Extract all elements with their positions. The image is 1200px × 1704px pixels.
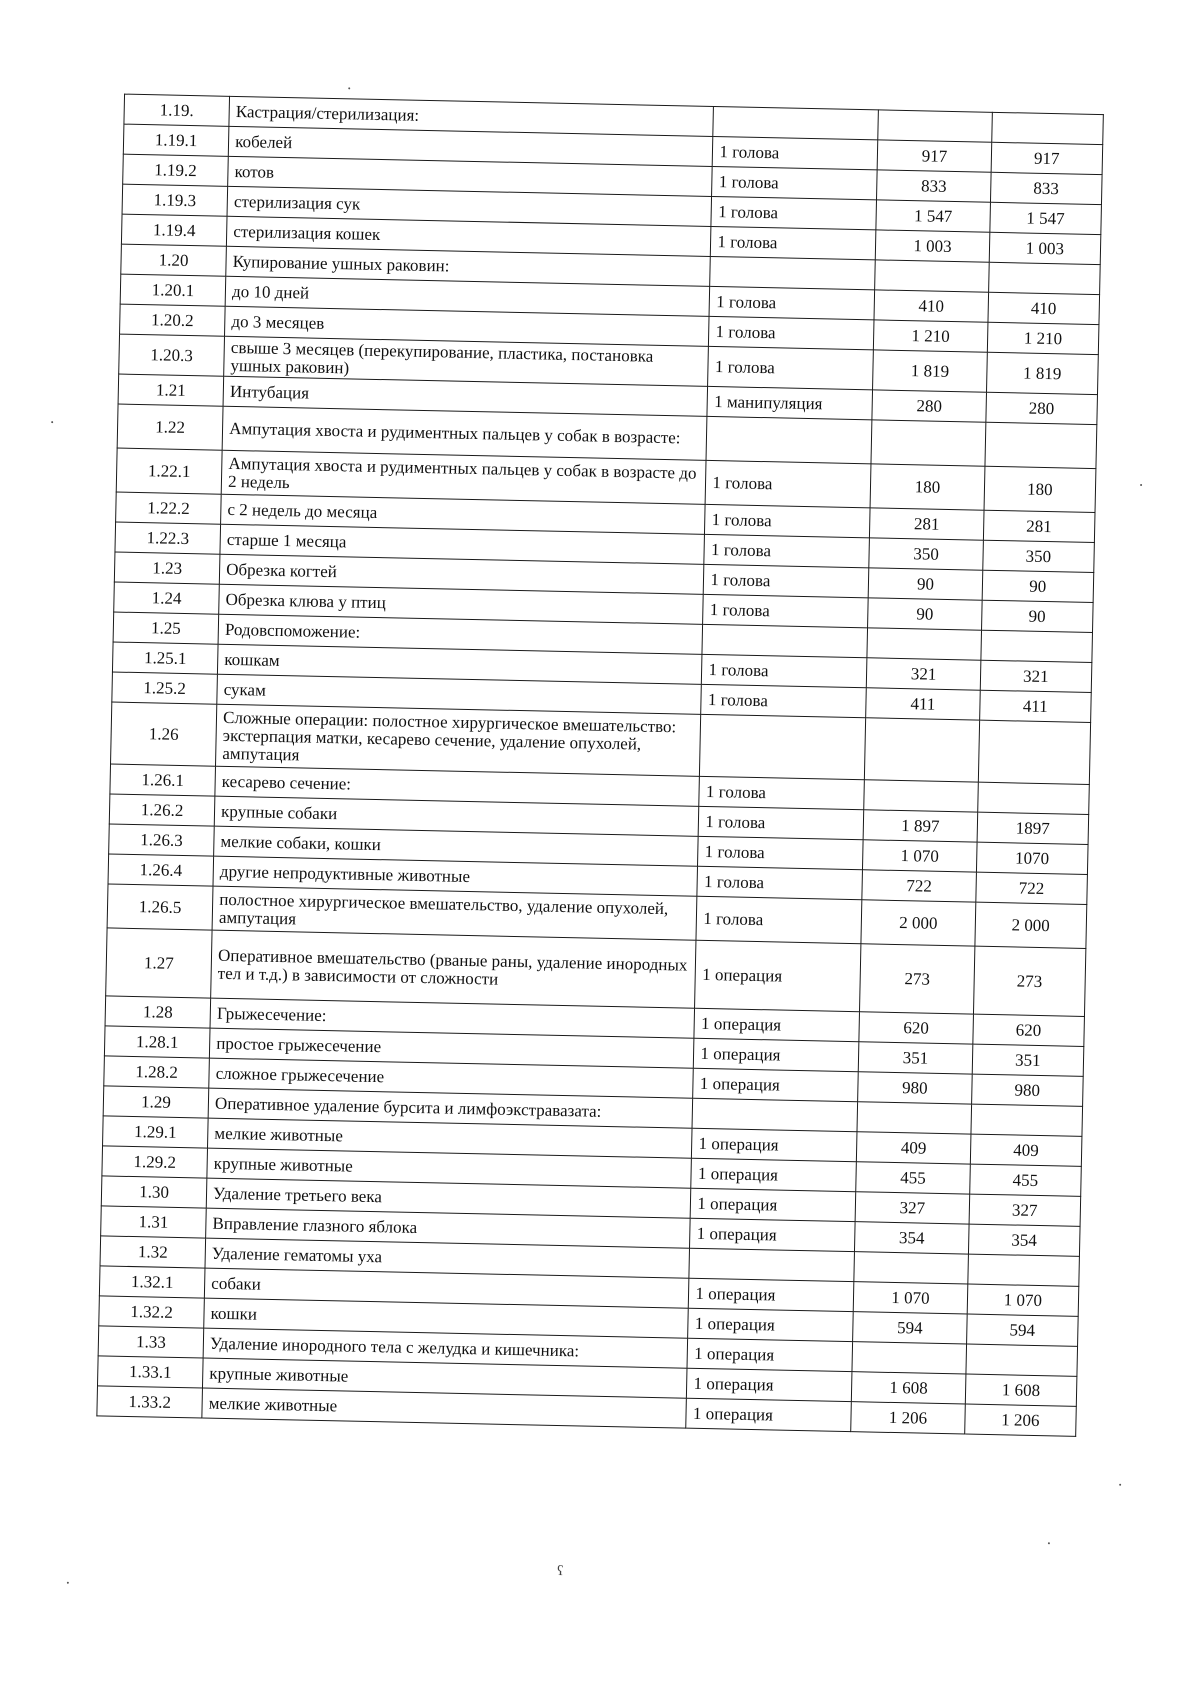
item-number: 1.30 xyxy=(101,1176,207,1208)
service-name: крупные животные xyxy=(207,1148,692,1188)
price-with-vat-cell: 409 xyxy=(970,1134,1082,1166)
price-cell: 1 003 xyxy=(876,230,990,262)
service-name: Грыжесечение: xyxy=(210,998,695,1038)
service-name: котов xyxy=(228,156,713,196)
item-number: 1.26.3 xyxy=(109,824,215,856)
unit-of-measure: 1 операция xyxy=(691,1188,856,1221)
price-cell: 722 xyxy=(862,870,976,902)
service-name: мелкие животные xyxy=(202,1388,687,1428)
price-with-vat-cell: 594 xyxy=(966,1314,1078,1346)
item-number: 1.23 xyxy=(114,552,220,584)
service-name: Ампутация хвоста и рудиментных пальцев у собак в возрасте до 2 недель xyxy=(221,450,706,504)
price-cell: 327 xyxy=(855,1192,969,1224)
service-name: Обрезка клюва у птиц xyxy=(219,584,704,624)
price-with-vat-cell: 411 xyxy=(979,690,1091,722)
price-with-vat-cell: 350 xyxy=(982,540,1094,572)
price-cell xyxy=(864,780,978,812)
service-name: сложное грыжесечение xyxy=(209,1058,694,1098)
service-name: крупные собаки xyxy=(214,796,699,836)
price-with-vat-cell: 410 xyxy=(988,292,1100,324)
service-name: Родовспоможение: xyxy=(218,614,703,654)
unit-of-measure: 1 операция xyxy=(694,1008,859,1041)
service-name: полостное хирургическое вмешательство, удаление опухолей, ампутация xyxy=(212,886,697,940)
item-number: 1.20.1 xyxy=(120,274,226,306)
price-cell: 594 xyxy=(853,1312,967,1344)
price-with-vat-cell xyxy=(981,630,1093,662)
price-cell: 1 070 xyxy=(854,1282,968,1314)
price-with-vat-cell xyxy=(985,422,1097,468)
unit-of-measure xyxy=(706,416,872,463)
item-number: 1.29 xyxy=(103,1086,209,1118)
service-name: крупные животные xyxy=(203,1358,688,1398)
price-cell: 410 xyxy=(874,290,988,322)
price-with-vat-cell: 833 xyxy=(990,172,1102,204)
unit-of-measure: 1 голова xyxy=(699,806,864,839)
item-number: 1.27 xyxy=(106,928,213,998)
item-number: 1.33 xyxy=(98,1326,204,1358)
price-with-vat-cell: 1 003 xyxy=(989,232,1101,264)
price-cell: 350 xyxy=(869,538,983,570)
price-cell: 980 xyxy=(858,1072,972,1104)
item-number: 1.28 xyxy=(105,996,211,1028)
price-with-vat-cell xyxy=(977,782,1089,814)
price-with-vat-cell: 180 xyxy=(984,466,1096,512)
unit-of-measure: 1 голова xyxy=(703,594,868,627)
service-name: старше 1 месяца xyxy=(220,524,705,564)
service-name: стерилизация кошек xyxy=(227,216,712,256)
item-number: 1.19.2 xyxy=(123,154,229,186)
scan-speck xyxy=(1048,1542,1050,1544)
item-number: 1.28.2 xyxy=(104,1056,210,1088)
unit-of-measure xyxy=(692,1098,857,1131)
item-number: 1.29.2 xyxy=(102,1146,208,1178)
unit-of-measure: 1 голова xyxy=(711,196,876,229)
service-name: простое грыжесечение xyxy=(209,1028,694,1068)
service-name: мелкие собаки, кошки xyxy=(214,826,699,866)
price-table-body xyxy=(97,94,1103,1436)
unit-of-measure xyxy=(713,106,878,139)
unit-of-measure: 1 голова xyxy=(698,836,863,869)
unit-of-measure: 1 голова xyxy=(699,776,864,809)
service-name: мелкие животные xyxy=(208,1118,693,1158)
unit-of-measure: 1 голова xyxy=(713,136,878,169)
page-mark: ʕ xyxy=(557,1564,564,1580)
price-with-vat-cell: 321 xyxy=(980,660,1092,692)
price-with-vat-cell: 327 xyxy=(969,1194,1081,1226)
item-number: 1.20 xyxy=(121,244,227,276)
unit-of-measure: 1 голова xyxy=(704,564,869,597)
service-name: Купирование ушных раковин: xyxy=(226,246,711,286)
unit-of-measure: 1 голова xyxy=(712,166,877,199)
service-name: Оперативное удаление бурсита и лимфоэкстравазата: xyxy=(208,1088,693,1128)
service-name: Кастрация/стерилизация: xyxy=(229,96,714,136)
price-cell: 1 210 xyxy=(874,320,988,352)
unit-of-measure: 1 голова xyxy=(711,226,876,259)
item-number: 1.22 xyxy=(117,404,223,450)
price-with-vat-cell xyxy=(978,720,1091,784)
service-name: кошкам xyxy=(218,644,703,684)
price-with-vat-cell: 90 xyxy=(981,600,1093,632)
service-name: свыше 3 месяцев (перекупирование, пластика, постановка ушных раковин) xyxy=(224,336,709,386)
price-with-vat-cell: 1 210 xyxy=(987,322,1099,354)
price-with-vat-cell: 620 xyxy=(973,1014,1085,1046)
unit-of-measure xyxy=(710,256,875,289)
price-cell xyxy=(854,1252,968,1284)
price-with-vat-cell: 455 xyxy=(969,1164,1081,1196)
unit-of-measure xyxy=(702,624,867,657)
price-cell: 180 xyxy=(870,464,984,510)
unit-of-measure: 1 операция xyxy=(691,1158,856,1191)
price-with-vat-cell: 280 xyxy=(986,392,1098,424)
price-cell: 620 xyxy=(859,1012,973,1044)
price-with-vat-cell: 1 070 xyxy=(967,1284,1079,1316)
price-with-vat-cell: 1 206 xyxy=(964,1404,1076,1436)
unit-of-measure: 1 голова xyxy=(697,866,862,899)
unit-of-measure: 1 манипуляция xyxy=(707,386,872,419)
price-cell: 280 xyxy=(872,390,986,422)
price-cell xyxy=(867,628,981,660)
item-number: 1.19. xyxy=(124,94,230,126)
scan-speck xyxy=(348,87,350,89)
service-name: с 2 недель до месяца xyxy=(221,494,706,534)
item-number: 1.22.3 xyxy=(115,522,221,554)
item-number: 1.26.4 xyxy=(108,854,214,886)
unit-of-measure xyxy=(689,1248,854,1281)
unit-of-measure: 1 голова xyxy=(706,460,872,507)
price-cell: 354 xyxy=(855,1222,969,1254)
scan-speck xyxy=(1140,484,1142,486)
price-cell: 1 608 xyxy=(852,1372,966,1404)
item-number: 1.26.5 xyxy=(107,884,213,930)
price-cell: 917 xyxy=(877,140,991,172)
unit-of-measure: 1 голова xyxy=(709,286,874,319)
service-name: Оперативное вмешательство (рваные раны, удаление инородных тел и т.д.) в зависимости от сложности xyxy=(211,930,697,1008)
service-name: до 10 дней xyxy=(225,276,710,316)
price-cell xyxy=(878,110,992,142)
item-number: 1.32.1 xyxy=(99,1266,205,1298)
unit-of-measure: 1 операция xyxy=(694,1038,859,1071)
price-with-vat-cell: 351 xyxy=(972,1044,1084,1076)
price-with-vat-cell xyxy=(988,262,1100,294)
price-cell: 411 xyxy=(866,688,980,720)
item-number: 1.20.2 xyxy=(120,304,226,336)
price-with-vat-cell: 1897 xyxy=(977,812,1089,844)
price-with-vat-cell: 2 000 xyxy=(975,902,1087,948)
price-cell: 321 xyxy=(867,658,981,690)
unit-of-measure: 1 голова xyxy=(709,316,874,349)
service-name: Вправление глазного яблока xyxy=(206,1208,691,1248)
service-name: Удаление третьего века xyxy=(206,1178,691,1218)
unit-of-measure xyxy=(700,714,866,779)
price-table xyxy=(96,94,1103,1437)
price-with-vat-cell: 917 xyxy=(991,142,1103,174)
price-cell: 351 xyxy=(859,1042,973,1074)
unit-of-measure: 1 операция xyxy=(695,940,861,1011)
unit-of-measure: 1 операция xyxy=(692,1128,857,1161)
service-name: Ампутация хвоста и рудиментных пальцев у собак в возрасте: xyxy=(222,406,707,460)
item-number: 1.25.1 xyxy=(112,642,218,674)
price-cell xyxy=(852,1342,966,1374)
item-number: 1.20.3 xyxy=(119,334,225,376)
price-with-vat-cell xyxy=(991,112,1103,144)
unit-of-measure: 1 голова xyxy=(708,346,874,389)
price-cell: 1 547 xyxy=(876,200,990,232)
item-number: 1.33.2 xyxy=(97,1386,203,1418)
scan-speck xyxy=(67,1582,69,1584)
price-cell: 833 xyxy=(877,170,991,202)
price-cell: 1 206 xyxy=(851,1402,965,1434)
item-number: 1.28.1 xyxy=(104,1026,210,1058)
price-with-vat-cell xyxy=(967,1254,1079,1286)
service-name: Интубация xyxy=(223,376,708,416)
item-number: 1.22.1 xyxy=(116,448,222,494)
price-cell: 90 xyxy=(868,598,982,630)
price-with-vat-cell: 281 xyxy=(983,510,1095,542)
item-number: 1.19.4 xyxy=(121,214,227,246)
price-cell: 2 000 xyxy=(861,900,975,946)
price-cell: 273 xyxy=(860,944,975,1014)
scan-speck xyxy=(1119,1484,1121,1486)
price-cell xyxy=(875,260,989,292)
unit-of-measure: 1 операция xyxy=(693,1068,858,1101)
unit-of-measure: 1 голова xyxy=(701,684,866,717)
unit-of-measure: 1 операция xyxy=(686,1398,851,1431)
unit-of-measure: 1 операция xyxy=(689,1278,854,1311)
item-number: 1.31 xyxy=(101,1206,207,1238)
scan-speck xyxy=(51,421,53,423)
price-with-vat-cell: 722 xyxy=(975,872,1087,904)
service-name: кошки xyxy=(204,1298,689,1338)
item-number: 1.19.3 xyxy=(122,184,228,216)
price-cell: 409 xyxy=(857,1132,971,1164)
service-name: Сложные операции: полостное хирургическое вмешательство: экстерпация матки, кесарево сечение, удаление опухолей, ампутация xyxy=(216,704,702,776)
price-cell: 1 819 xyxy=(873,350,987,392)
service-name: кобелей xyxy=(228,126,713,166)
item-number: 1.29.1 xyxy=(103,1116,209,1148)
service-name: Удаление инородного тела с желудка и кишечника: xyxy=(203,1328,688,1368)
item-number: 1.25 xyxy=(113,612,219,644)
price-with-vat-cell: 354 xyxy=(968,1224,1080,1256)
unit-of-measure: 1 операция xyxy=(687,1338,852,1371)
price-with-vat-cell: 1 819 xyxy=(986,352,1098,394)
item-number: 1.25.2 xyxy=(112,672,218,704)
price-cell: 455 xyxy=(856,1162,970,1194)
price-cell xyxy=(871,420,985,466)
item-number: 1.26 xyxy=(111,702,217,766)
price-cell: 1 897 xyxy=(863,810,977,842)
item-number: 1.21 xyxy=(118,374,224,406)
service-name: Обрезка когтей xyxy=(219,554,704,594)
unit-of-measure: 1 голова xyxy=(696,896,862,943)
item-number: 1.26.2 xyxy=(109,794,215,826)
price-with-vat-cell: 273 xyxy=(973,946,1086,1016)
price-cell xyxy=(857,1102,971,1134)
price-with-vat-cell: 1070 xyxy=(976,842,1088,874)
item-number: 1.32 xyxy=(100,1236,206,1268)
price-with-vat-cell xyxy=(971,1104,1083,1136)
service-name: стерилизация сук xyxy=(227,186,712,226)
service-name: собаки xyxy=(204,1268,689,1308)
item-number: 1.24 xyxy=(114,582,220,614)
service-name: кесарево сечение: xyxy=(215,766,700,806)
price-cell: 1 070 xyxy=(863,840,977,872)
price-with-vat-cell xyxy=(966,1344,1078,1376)
unit-of-measure: 1 голова xyxy=(705,504,870,537)
price-cell: 281 xyxy=(870,508,984,540)
unit-of-measure: 1 голова xyxy=(702,654,867,687)
item-number: 1.26.1 xyxy=(110,764,216,796)
unit-of-measure: 1 операция xyxy=(687,1368,852,1401)
unit-of-measure: 1 операция xyxy=(690,1218,855,1251)
item-number: 1.33.1 xyxy=(97,1356,203,1388)
unit-of-measure: 1 операция xyxy=(688,1308,853,1341)
service-name: другие непродуктивные животные xyxy=(213,856,698,896)
unit-of-measure: 1 голова xyxy=(704,534,869,567)
price-with-vat-cell: 1 608 xyxy=(965,1374,1077,1406)
service-name: сукам xyxy=(217,674,702,714)
price-cell xyxy=(865,718,980,782)
service-name: Удаление гематомы уха xyxy=(205,1238,690,1278)
item-number: 1.32.2 xyxy=(99,1296,205,1328)
service-name: до 3 месяцев xyxy=(225,306,710,346)
item-number: 1.22.2 xyxy=(116,492,222,524)
price-with-vat-cell: 980 xyxy=(971,1074,1083,1106)
price-with-vat-cell: 90 xyxy=(982,570,1094,602)
item-number: 1.19.1 xyxy=(123,124,229,156)
price-cell: 90 xyxy=(868,568,982,600)
price-with-vat-cell: 1 547 xyxy=(990,202,1102,234)
